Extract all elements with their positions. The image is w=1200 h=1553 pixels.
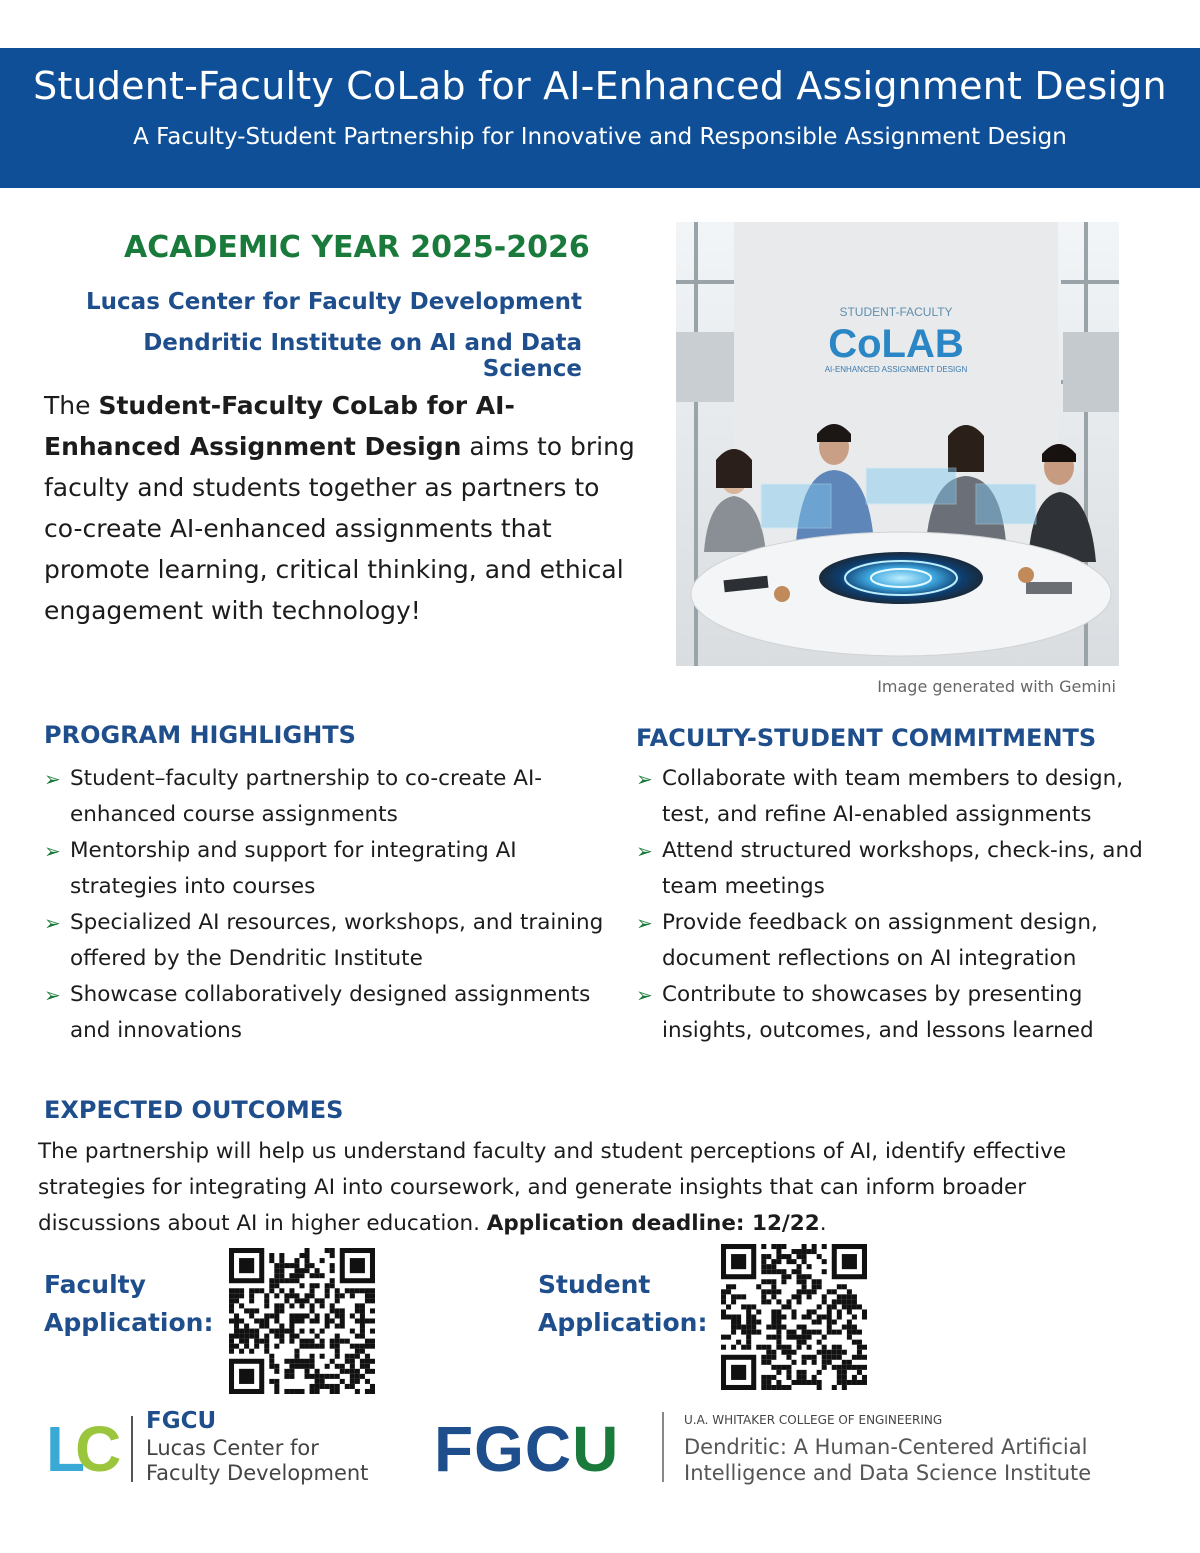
lc-name: Lucas Center for Faculty Development (146, 1436, 369, 1485)
arrow-bullet-icon: ➢ (636, 911, 653, 935)
outcomes-end: . (819, 1211, 827, 1236)
student-qr-code-icon[interactable] (721, 1244, 867, 1390)
institution-lucas-center: Lucas Center for Faculty Development (86, 289, 582, 315)
lc-mark: LC (46, 1413, 112, 1485)
intro-rest: aims to bring faculty and students together as partners to co-create AI-enhanced assignments that promote learning, critical thinking, and ethical engagement with technology! (44, 432, 635, 625)
academic-year-heading: ACADEMIC YEAR 2025-2026 (124, 230, 590, 265)
arrow-bullet-icon: ➢ (44, 767, 61, 791)
arrow-bullet-icon: ➢ (44, 983, 61, 1007)
arrow-bullet-icon: ➢ (44, 839, 61, 863)
application-deadline: Application deadline: 12/22 (486, 1211, 820, 1236)
wall-small-text: STUDENT-FACULTY (839, 305, 953, 319)
colab-illustration-svg (676, 222, 1119, 666)
list-item: ➢ Showcase collaboratively designed assignments and innovations (44, 977, 604, 1049)
arrow-bullet-icon: ➢ (636, 767, 653, 791)
intro-program-name: Student-Faculty CoLab for AI-Enhanced Assignment Design (44, 391, 515, 461)
outcomes-body: The partnership will help us understand faculty and student perceptions of AI, identify effective strategies for integrating AI into coursework, and generate insights that can inform broader discussions about AI in higher education. (38, 1139, 1067, 1236)
highlights-heading: PROGRAM HIGHLIGHTS (44, 721, 356, 749)
college-name: U.A. WHITAKER COLLEGE OF ENGINEERING (684, 1413, 943, 1427)
wall-sub-text: AI-ENHANCED ASSIGNMENT DESIGN (824, 365, 968, 374)
student-application-label: Student Application: (538, 1270, 708, 1337)
logo-divider (662, 1412, 664, 1482)
title-banner (0, 48, 1200, 188)
fgcu-dendritic-logo (430, 1410, 1130, 1494)
logo-divider (131, 1416, 133, 1482)
faculty-qr-code-icon[interactable] (229, 1248, 375, 1394)
list-item: ➢ Attend structured workshops, check-ins, and team meetings (636, 833, 1176, 905)
fgcu-wordmark: FGCU (434, 1413, 620, 1485)
image-caption: Image generated with Gemini (877, 677, 1116, 696)
list-item: ➢ Specialized AI resources, workshops, and training offered by the Dendritic Institute (44, 905, 604, 977)
institution-dendritic: Dendritic Institute on AI and Data Science (143, 330, 582, 382)
arrow-bullet-icon: ➢ (44, 911, 61, 935)
arrow-bullet-icon: ➢ (636, 839, 653, 863)
commitments-heading: FACULTY-STUDENT COMMITMENTS (636, 724, 1097, 752)
highlights-list (44, 761, 604, 1049)
lc-fgcu-text: FGCU (146, 1408, 217, 1434)
page-subtitle: A Faculty-Student Partnership for Innovative and Responsible Assignment Design (133, 124, 1067, 150)
list-item: ➢ Mentorship and support for integrating AI strategies into courses (44, 833, 604, 905)
lucas-center-logo (46, 1408, 386, 1492)
dendritic-institute-name: Dendritic: A Human-Centered Artificial Intelligence and Data Science Institute (684, 1435, 1092, 1485)
list-item: ➢ Student–faculty partnership to co-create AI-enhanced course assignments (44, 761, 604, 833)
list-item: ➢ Collaborate with team members to design, test, and refine AI-enabled assignments (636, 761, 1176, 833)
list-item: ➢ Contribute to showcases by presenting insights, outcomes, and lessons learned (636, 977, 1176, 1049)
arrow-bullet-icon: ➢ (636, 983, 653, 1007)
colab-illustration (676, 222, 1119, 666)
intro-lead: The (44, 391, 99, 420)
commitments-list (636, 761, 1176, 1049)
outcomes-heading: EXPECTED OUTCOMES (44, 1096, 344, 1124)
faculty-application-label: Faculty Application: (44, 1270, 214, 1337)
wall-big-text: CoLAB (828, 322, 964, 366)
outcomes-paragraph (38, 1134, 1148, 1242)
intro-paragraph (44, 385, 644, 631)
page-title: Student-Faculty CoLab for AI-Enhanced Assignment Design (33, 64, 1167, 108)
list-item: ➢ Provide feedback on assignment design, document reflections on AI integration (636, 905, 1176, 977)
